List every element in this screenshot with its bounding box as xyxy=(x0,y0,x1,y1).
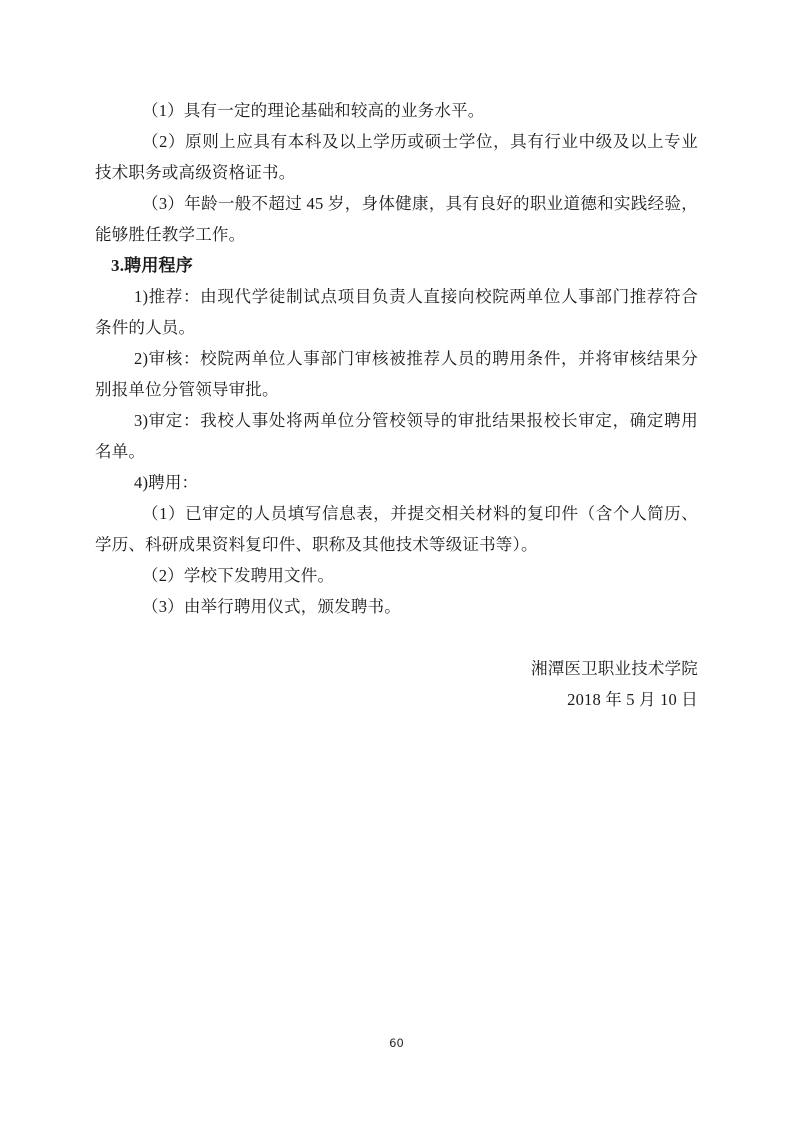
document-content xyxy=(95,95,698,715)
paragraph-hire-detail-1: （1）已审定的人员填写信息表，并提交相关材料的复印件（含个人简历、学历、科研成果资料复印件、职称及其他技术等级证书等）。 xyxy=(95,504,698,554)
paragraph-step-recommend: 1)推荐：由现代学徒制试点项目负责人直接向校院两单位人事部门推荐符合条件的人员。 xyxy=(95,287,698,337)
paragraph-hire-detail-2: （2）学校下发聘用文件。 xyxy=(142,566,335,585)
paragraph-step-review: 2)审核：校院两单位人事部门审核被推荐人员的聘用条件，并将审核结果分别报单位分管领导审批。 xyxy=(95,349,698,399)
paragraph-condition-2: （2）原则上应具有本科及以上学历或硕士学位，具有行业中级及以上专业技术职务或高级资格证书。 xyxy=(95,132,698,182)
page-number: 60 xyxy=(389,1036,404,1050)
paragraph-step-hire: 4)聘用： xyxy=(134,473,199,492)
paragraph-condition-3: （3）年龄一般不超过 45 岁，身体健康，具有良好的职业道德和实践经验，能够胜任教学工作。 xyxy=(95,194,698,244)
paragraph-hire-detail-3: （3）由举行聘用仪式，颁发聘书。 xyxy=(142,597,401,616)
signature-date: 2018 年 5 月 10 日 xyxy=(567,690,698,709)
paragraph-condition-1: （1）具有一定的理论基础和较高的业务水平。 xyxy=(142,101,485,120)
signature-organization: 湘潭医卫职业技术学院 xyxy=(531,659,698,678)
section-heading: 3.聘用程序 xyxy=(111,256,193,275)
paragraph-step-approve: 3)审定：我校人事处将两单位分管校领导的审批结果报校长审定，确定聘用名单。 xyxy=(95,411,698,461)
